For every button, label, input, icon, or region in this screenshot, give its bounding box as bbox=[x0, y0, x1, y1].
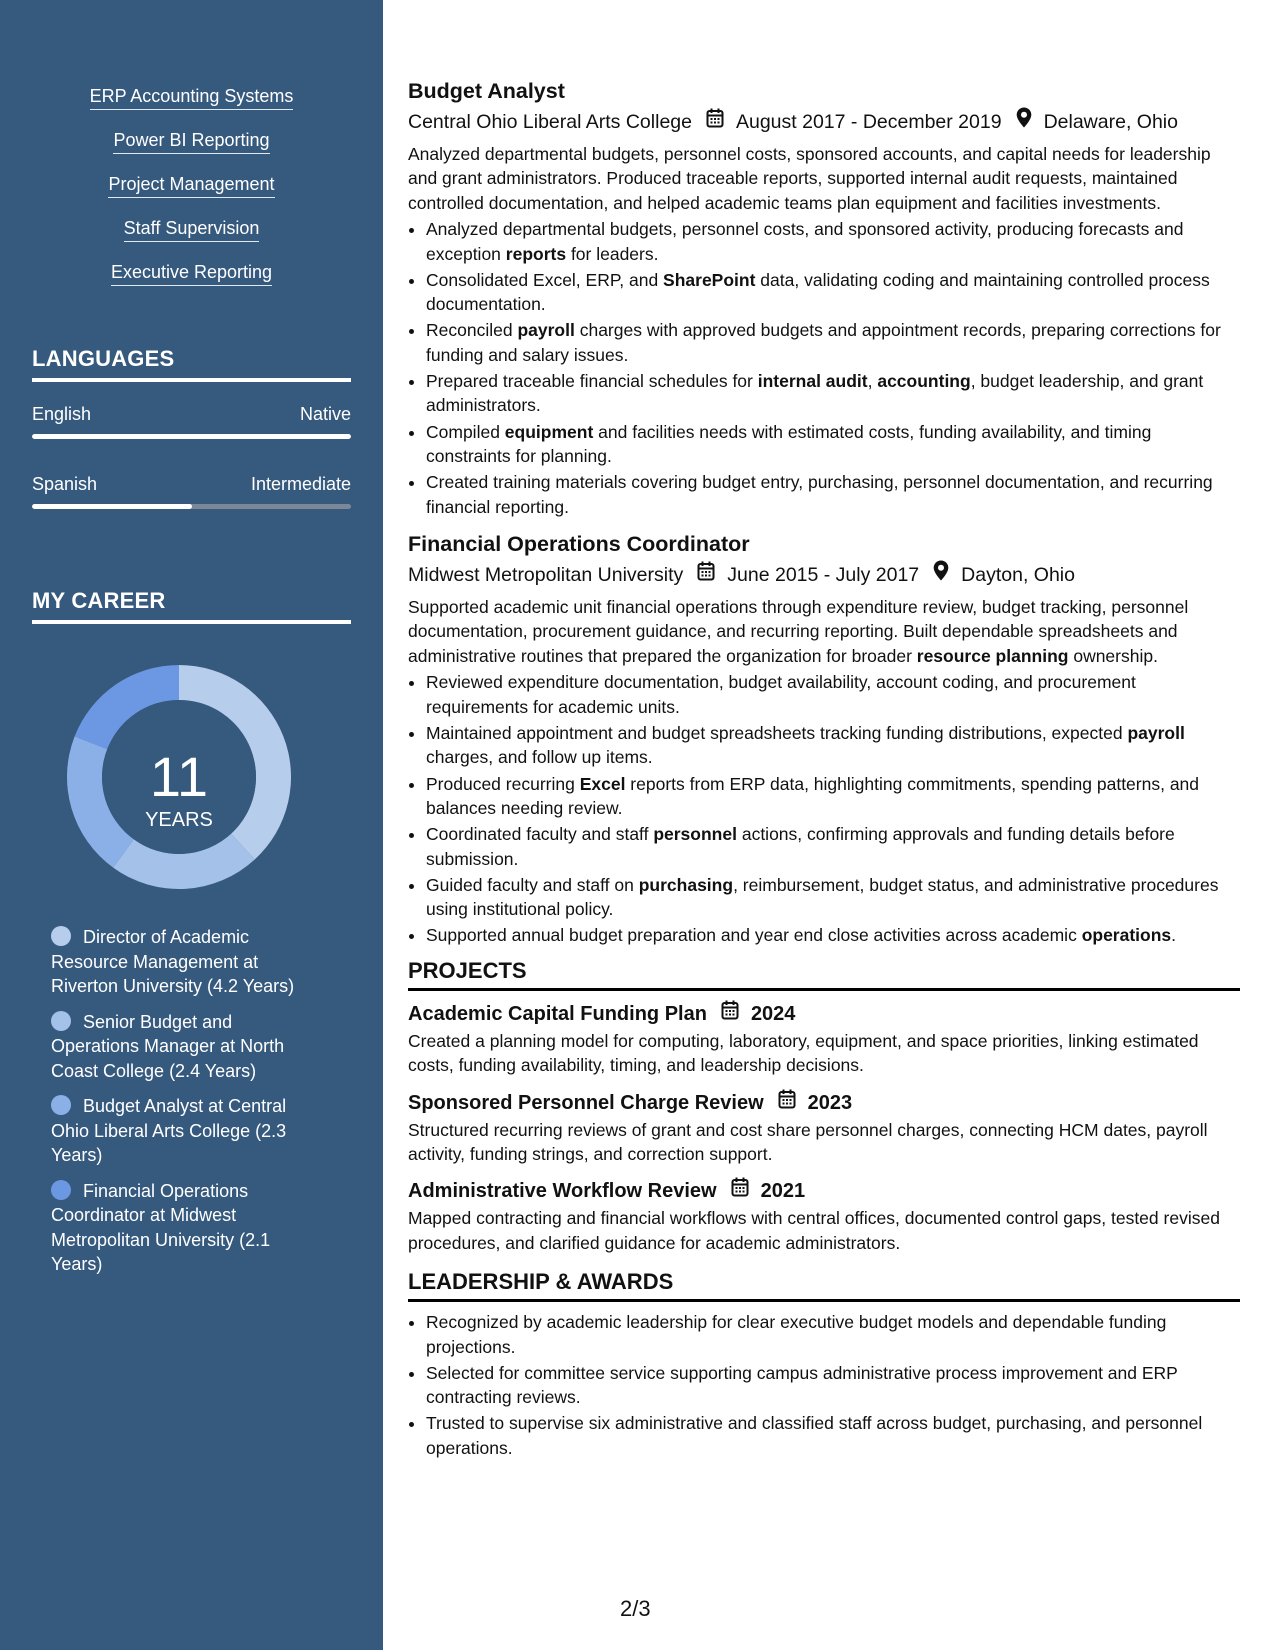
project-title: Academic Capital Funding Plan bbox=[408, 1002, 707, 1025]
skills-list bbox=[0, 84, 383, 304]
awards-heading: LEADERSHIP & AWARDS bbox=[408, 1269, 1240, 1302]
languages-heading: LANGUAGES bbox=[32, 346, 351, 382]
job-title: Financial Operations Coordinator bbox=[408, 532, 750, 557]
job-meta bbox=[408, 106, 1240, 138]
job-bullet: • Reconciled payroll charges with approved budgets and appointment records, preparing corrections for funding and salary issues. bbox=[426, 318, 1240, 367]
career-legend-item bbox=[51, 925, 311, 999]
skill-tag: Power BI Reporting bbox=[113, 128, 269, 154]
job-company: Central Ohio Liberal Arts College bbox=[408, 111, 692, 133]
main-content bbox=[408, 76, 1240, 1470]
sidebar bbox=[0, 0, 383, 1650]
language-proficiency-bar bbox=[32, 504, 351, 509]
map-pin-icon bbox=[933, 559, 949, 591]
language-row bbox=[32, 474, 351, 495]
job-location: Delaware, Ohio bbox=[1043, 111, 1178, 133]
job-summary: Analyzed departmental budgets, personnel costs, sponsored accounts, and capital needs for leadership and grant administrators. Produced traceable reports, supported internal audit requests, maintained controlled documentation, and helped academic teams plan equipment and facilities investments. bbox=[408, 144, 1211, 213]
job-bullet: • Coordinated faculty and staff personnel actions, confirming approvals and funding details before submission. bbox=[426, 822, 1240, 871]
job-bullet: • Compiled equipment and facilities needs with estimated costs, funding availability, and timing constraints for planning. bbox=[426, 420, 1240, 469]
job-bullet: • Guided faculty and staff on purchasing, reimbursement, budget status, and administrative procedures using institutional policy. bbox=[426, 873, 1240, 922]
skill-tag: ERP Accounting Systems bbox=[90, 84, 294, 110]
career-heading: MY CAREER bbox=[32, 588, 351, 624]
experience-section bbox=[408, 76, 1240, 948]
project-description: Mapped contracting and financial workflows with central offices, documented control gaps, tested revised procedures, and clarified guidance for academic administrators. bbox=[408, 1208, 1220, 1253]
job-summary: Supported academic unit financial operations through expenditure review, budget tracking, personnel documentation, procurement guidance, and recurring reporting. Built dependable spreadsheets and administrative routines that prepared the organization for broader resource planning ownership. bbox=[408, 597, 1189, 666]
legend-dot-icon bbox=[51, 926, 71, 946]
legend-dot-icon bbox=[51, 1095, 71, 1115]
job-bullet: • Consolidated Excel, ERP, and SharePoint data, validating coding and maintaining controlled process documentation. bbox=[426, 268, 1240, 317]
career-legend-label: Financial Operations Coordinator at Midwest Metropolitan University (2.1 Years) bbox=[51, 1180, 271, 1274]
award-item: • Trusted to supervise six administrative and classified staff across budget, purchasing, and personnel operations. bbox=[426, 1411, 1240, 1460]
legend-dot-icon bbox=[51, 1180, 71, 1200]
job-bullet: • Created training materials covering budget entry, purchasing, personnel documentation, and recurring financial reporting. bbox=[426, 470, 1240, 519]
career-legend-label: Director of Academic Resource Management at Riverton University (4.2 Years) bbox=[51, 927, 295, 996]
calendar-icon bbox=[778, 1088, 796, 1118]
skill-tag: Staff Supervision bbox=[124, 216, 260, 242]
calendar-icon bbox=[731, 1176, 749, 1206]
language-row bbox=[32, 404, 351, 425]
career-total-years: 11 bbox=[149, 745, 209, 808]
language-level: Intermediate bbox=[250, 474, 351, 494]
skill-tag: Project Management bbox=[108, 172, 274, 198]
job-title: Budget Analyst bbox=[408, 79, 565, 103]
career-donut-chart bbox=[66, 664, 292, 890]
career-total-unit: YEARS bbox=[145, 809, 213, 831]
project-title: Administrative Workflow Review bbox=[408, 1180, 717, 1203]
calendar-icon bbox=[697, 559, 715, 591]
projects-heading: PROJECTS bbox=[408, 958, 1240, 991]
award-item: • Selected for committee service supporting campus administrative process improvement and ERP contracting reviews. bbox=[426, 1361, 1240, 1410]
job-bullet: • Prepared traceable financial schedules for internal audit, accounting, budget leadership, and grant administrators. bbox=[426, 369, 1240, 418]
project-title-row bbox=[408, 1176, 1240, 1206]
job-bullets bbox=[408, 670, 1240, 947]
job-bullet: • Supported annual budget preparation and year end close activities across academic operations. bbox=[426, 923, 1240, 947]
career-legend-item bbox=[51, 1010, 311, 1084]
language-level: Native bbox=[299, 404, 351, 424]
project-title: Sponsored Personnel Charge Review bbox=[408, 1091, 764, 1114]
language-proficiency-fill bbox=[32, 504, 192, 509]
job-bullets bbox=[408, 217, 1240, 519]
project-year: 2023 bbox=[807, 1091, 853, 1114]
job-dates: August 2017 - December 2019 bbox=[735, 111, 1002, 133]
skill-tag: Executive Reporting bbox=[111, 260, 272, 286]
language-name: Spanish bbox=[32, 474, 98, 494]
award-item: • Recognized by academic leadership for clear executive budget models and dependable funding projections. bbox=[426, 1310, 1240, 1359]
project-description: Created a planning model for computing, laboratory, equipment, and space priorities, linking estimated costs, funding availability, timing, and leadership decisions. bbox=[408, 1030, 1199, 1076]
language-proficiency-bar bbox=[32, 434, 351, 439]
project-title-row bbox=[408, 999, 1240, 1029]
job-bullet: • Produced recurring Excel reports from ERP data, highlighting commitments, spending patterns, and balances needing review. bbox=[426, 772, 1240, 821]
job-bullet: • Maintained appointment and budget spreadsheets tracking funding distributions, expected payroll charges, and follow up items. bbox=[426, 721, 1240, 770]
career-legend-item bbox=[51, 1179, 311, 1277]
project-year: 2024 bbox=[750, 1002, 796, 1025]
project-description: Structured recurring reviews of grant and cost share personnel charges, connecting HCM dates, payroll activity, funding strings, and correction support. bbox=[408, 1119, 1208, 1164]
career-legend-label: Senior Budget and Operations Manager at North Coast College (2.4 Years) bbox=[51, 1011, 285, 1081]
job-dates: June 2015 - July 2017 bbox=[727, 564, 920, 587]
career-legend bbox=[51, 925, 311, 1288]
job-meta bbox=[408, 559, 1240, 591]
map-pin-icon bbox=[1016, 106, 1032, 138]
career-legend-label: Budget Analyst at Central Ohio Liberal Arts College (2.3 Years) bbox=[51, 1096, 287, 1165]
calendar-icon bbox=[721, 999, 739, 1029]
job-bullet: • Reviewed expenditure documentation, budget availability, account coding, and procurement requirements for academic units. bbox=[426, 670, 1240, 719]
page-number: 2/3 bbox=[620, 1596, 651, 1621]
calendar-icon bbox=[706, 106, 724, 138]
projects-section bbox=[408, 999, 1240, 1255]
job-location: Dayton, Ohio bbox=[961, 564, 1075, 587]
language-proficiency-fill bbox=[32, 434, 351, 439]
project-title-row bbox=[408, 1088, 1240, 1118]
project-year: 2021 bbox=[760, 1180, 806, 1203]
job-bullet: • Analyzed departmental budgets, personnel costs, and sponsored activity, producing forecasts and exception reports for leaders. bbox=[426, 217, 1240, 266]
career-legend-item bbox=[51, 1094, 311, 1168]
language-name: English bbox=[32, 404, 92, 424]
job-company: Midwest Metropolitan University bbox=[408, 564, 684, 587]
awards-list bbox=[408, 1310, 1240, 1460]
legend-dot-icon bbox=[51, 1011, 71, 1031]
